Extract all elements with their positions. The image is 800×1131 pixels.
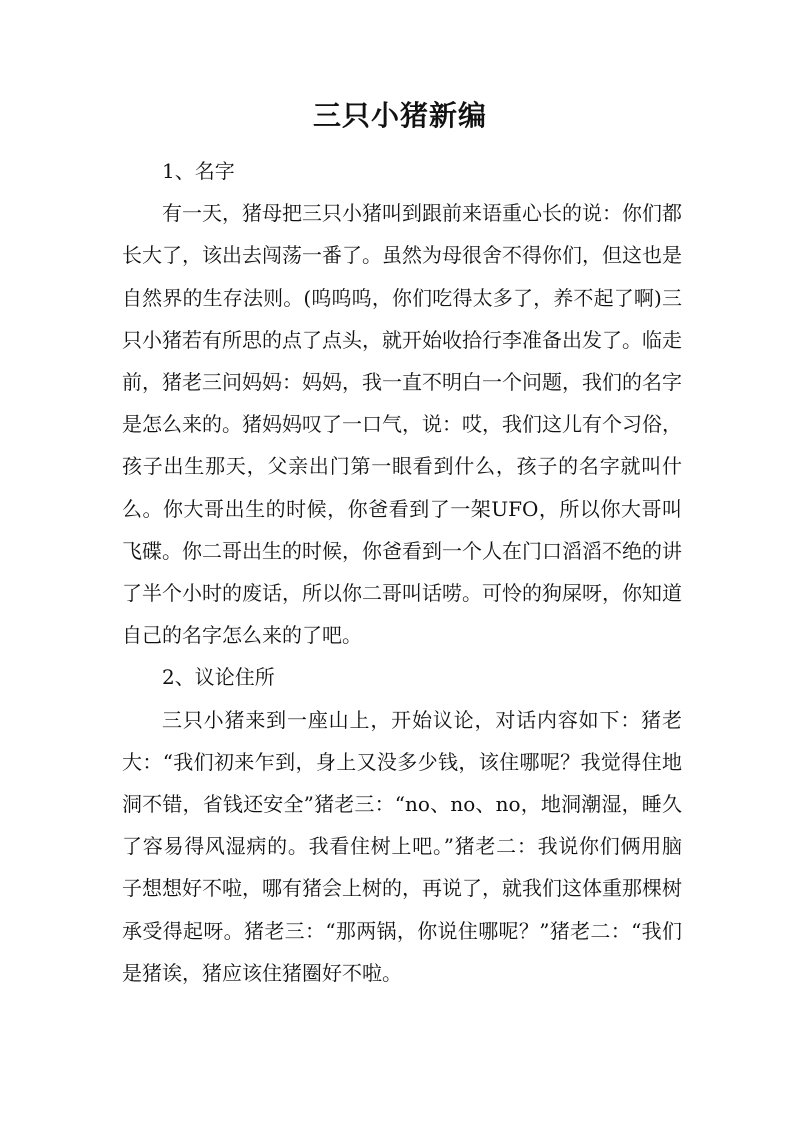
section-heading-names: 1、名字 [162,159,235,183]
document-title: 三只小猪新编 [312,99,487,132]
section-heading-housing: 2、议论住所 [162,665,275,690]
paragraph-names-story: 有一天，猪母把三只小猪叫到跟前来语重心长的说：你们都长大了，该出去闯荡一番了。虽然为母很舍不得你们，但这也是自然界的生存法则。(呜呜呜，你们吃得太多了，养不起了啊)三只小猪若有所思的点了点头，就开始收拾行李准备出发了。临走前，猪老三问妈妈：妈妈，我一直不明白一个问题，我们的名字是怎么来的。猪妈妈叹了一口气，说：哎，我们这儿有个习俗，孩子出生那天，父亲出门第一眼看到什么，孩子的名字就叫什么。你大哥出生的时候，你爸看到了一架UFO，所以你大哥叫飞碟。你二哥出生的时候，你爸看到一个人在门口滔滔不绝的讲了半个小时的废话，所以你二哥叫话唠。可怜的狗屎呀，你知道自己的名字怎么来的了吧。 [122,201,682,648]
document-body [122,150,682,994]
paragraph-housing-discussion: 三只小猪来到一座山上，开始议论，对话内容如下：猪老大：“我们初来乍到，身上又没多少钱，该住哪呢？我觉得住地洞不错，省钱还安全”猪老三：“no、no、no，地洞潮湿，睡久了容易得风湿病的。我看住树上吧。”猪老二：我说你们俩用脑子想想好不啦，哪有猪会上树的，再说了，就我们这体重那棵树承受得起呀。猪老三：“那两锅，你说住哪呢？”猪老二：“我们是猪诶，猪应该住猪圈好不啦。 [122,707,682,985]
